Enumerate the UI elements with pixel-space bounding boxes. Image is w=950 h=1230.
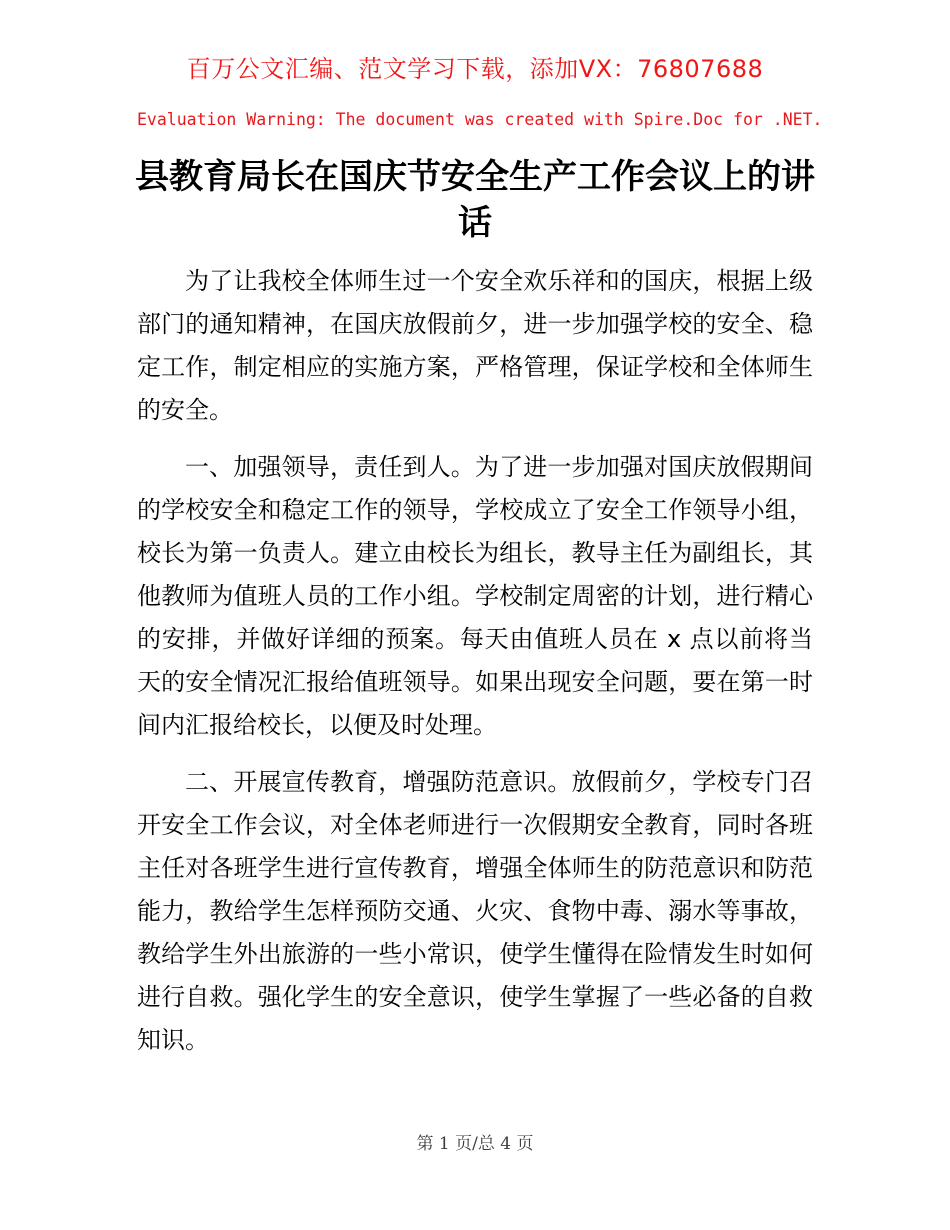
body-paragraph-2: 一、加强领导，责任到人。为了进一步加强对国庆放假期间的学校安全和稳定工作的领导，学校成立了安全工作领导小组，校长为第一负责人。建立由校长为组长，教导主任为副组长，其他教师为值班人员的工作小组。学校制定周密的计划，进行精心的安排，并做好详细的预案。每天由值班人员在 x 点以前将当天的安全情况汇报给值班领导。如果出现安全问题，要在第一时间内汇报给校长，以便及时处理。: [137, 453, 813, 739]
evaluation-warning-text: Evaluation Warning: The document was created with Spire.Doc for .NET.: [137, 110, 823, 129]
document-body: [137, 260, 813, 1062]
promo-header-text: 百万公文汇编、范文学习下载，添加VX：76807688: [186, 55, 764, 83]
document-title: 县教育局长在国庆节安全生产工作会议上的讲话: [135, 157, 815, 243]
body-paragraph-3: 二、开展宣传教育，增强防范意识。放假前夕，学校专门召开安全工作会议，对全体老师进行一次假期安全教育，同时各班主任对各班学生进行宣传教育，增强全体师生的防范意识和防范能力，教给学生怎样预防交通、火灾、食物中毒、溺水等事故，教给学生外出旅游的一些小常识，使学生懂得在险情发生时如何进行自救。强化学生的安全意识，使学生掌握了一些必备的自救知识。: [137, 768, 813, 1054]
page-number-footer: 第 1 页/总 4 页: [416, 1134, 534, 1154]
body-paragraph-1: 为了让我校全体师生过一个安全欢乐祥和的国庆，根据上级部门的通知精神，在国庆放假前夕，进一步加强学校的安全、稳定工作，制定相应的实施方案，严格管理，保证学校和全体师生的安全。: [137, 267, 813, 424]
